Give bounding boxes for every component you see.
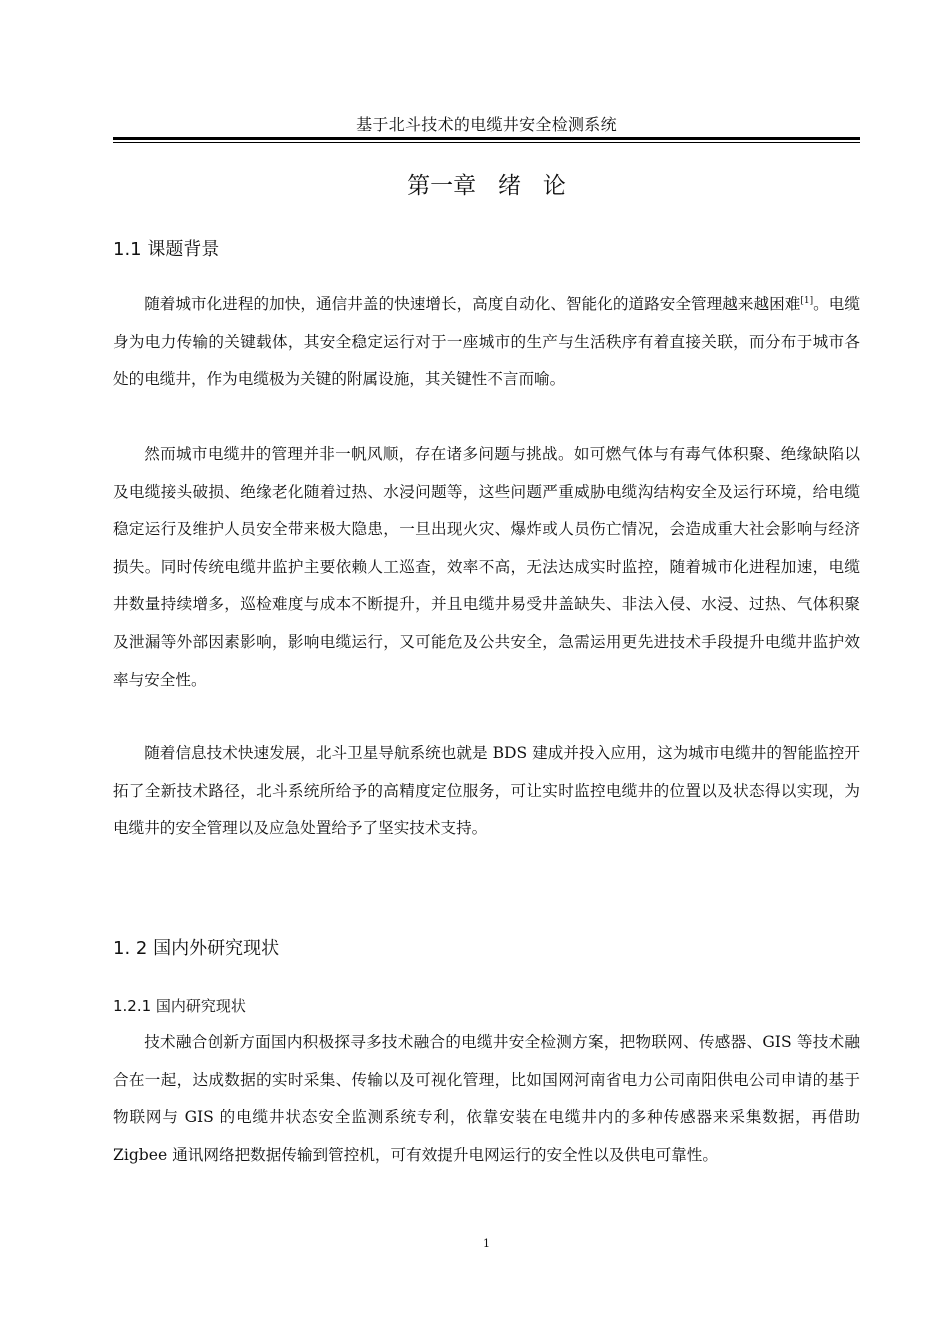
running-header: 基于北斗技术的电缆井安全检测系统 bbox=[356, 115, 617, 134]
paragraph-text: 。电缆身为电力传输的关键载体，其安全稳定运行对于一座城市的生产与生活秩序有着直接关联，而分布于城市各处的电缆井，作为电缆极为关键的附属设施，其关键性不言而喻。 bbox=[113, 295, 860, 389]
paragraph-background-2: 然而城市电缆井的管理并非一帆风顺，存在诸多问题与挑战。如可燃气体与有毒气体积聚、绝缘缺陷以及电缆接头破损、绝缘老化随着过热、水浸问题等，这些问题严重威胁电缆沟结构安全及运行环境，给电缆稳定运行及维护人员安全带来极大隐患，一旦出现火灾、爆炸或人员伤亡情况，会造成重大社会影响与经济损失。同时传统电缆井监护主要依赖人工巡查，效率不高，无法达成实时监控，随着城市化进程加速，电缆井数量持续增多，巡检难度与成本不断提升，并且电缆井易受井盖缺失、非法入侵、水浸、过热、气体积聚及泄漏等外部因素影响，影响电缆运行，又可能危及公共安全，急需运用更先进技术手段提升电缆井监护效率与安全性。 bbox=[113, 445, 860, 689]
section-heading-1-1: 1.1 课题背景 bbox=[113, 239, 220, 260]
header-rule-thick bbox=[113, 137, 860, 140]
page-number: 1 bbox=[483, 1237, 490, 1250]
citation-ref: [1] bbox=[800, 295, 814, 306]
paragraph-background-1 bbox=[113, 286, 860, 399]
header-rule-thin bbox=[113, 142, 860, 143]
paragraph-text: 随着城市化进程的加快，通信井盖的快速增长，高度自动化、智能化的道路安全管理越来越困难 bbox=[144, 295, 801, 313]
paragraph-background-3: 随着信息技术快速发展，北斗卫星导航系统也就是 BDS 建成并投入应用，这为城市电缆井的智能监控开拓了全新技术路径，北斗系统所给予的高精度定位服务，可让实时监控电缆井的位置以及状态得以实现，为电缆井的安全管理以及应急处置给予了坚实技术支持。 bbox=[113, 744, 860, 838]
section-heading-1-2: 1. 2 国内外研究现状 bbox=[113, 938, 280, 959]
chapter-title: 第一章 绪 论 bbox=[407, 173, 566, 199]
subsection-heading-1-2-1: 1.2.1 国内研究现状 bbox=[113, 997, 246, 1015]
paragraph-domestic-research: 技术融合创新方面国内积极探寻多技术融合的电缆井安全检测方案，把物联网、传感器、GIS 等技术融合在一起，达成数据的实时采集、传输以及可视化管理，比如国网河南省电力公司南阳供电公司申请的基于物联网与 GIS 的电缆井状态安全监测系统专利，依靠安装在电缆井内的多种传感器来采集数据，再借助 Zigbee 通讯网络把数据传输到管控机，可有效提升电网运行的安全性以及供电可靠性。 bbox=[113, 1033, 860, 1164]
